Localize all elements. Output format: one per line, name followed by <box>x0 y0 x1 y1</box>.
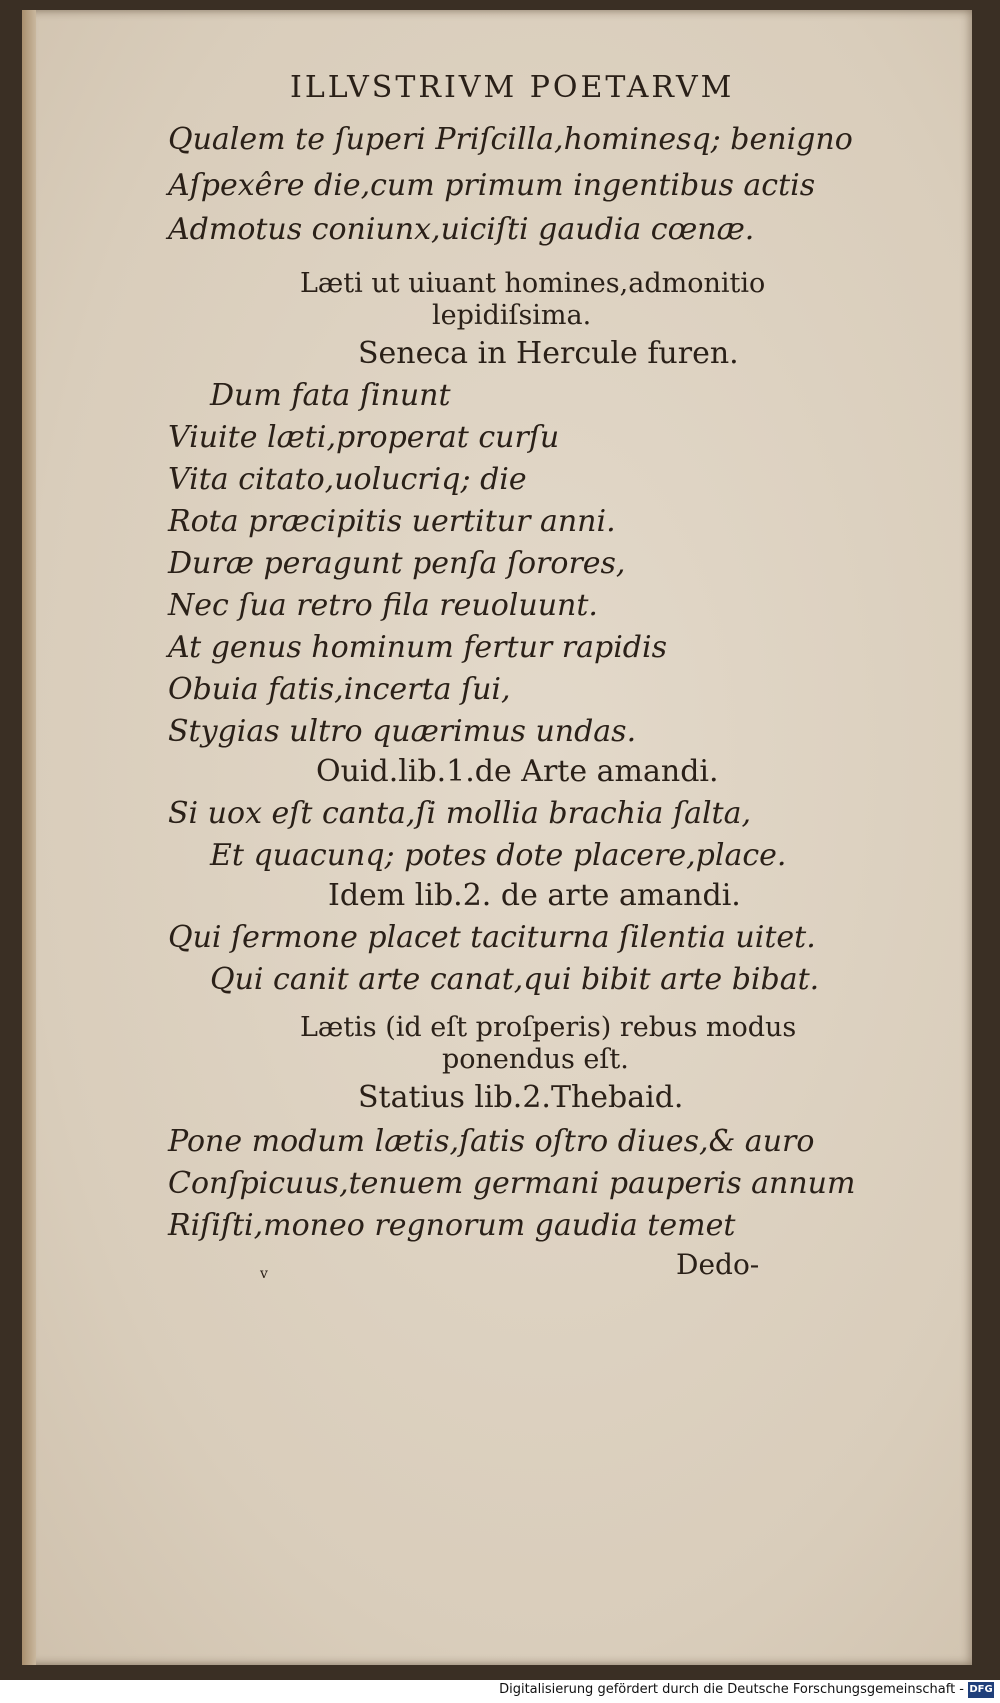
book-page <box>22 10 972 1665</box>
rubric-line: Læti ut uiuant homines,admonitio <box>300 268 766 299</box>
verse-line: Qualem te ſuperi Priſcilla,hominesq; benigno <box>168 122 853 157</box>
verse-line: Duræ peragunt penſa ſorores, <box>168 546 626 581</box>
rubric-line: lepidiſsima. <box>432 300 592 331</box>
verse-line: Aſpexêre die,cum primum ingentibus actis <box>168 168 816 203</box>
verse-line: Stygias ultro quærimus undas. <box>168 714 637 749</box>
funding-credit: Digitalisierung gefördert durch die Deutsche Forschungsgemeinschaft - <box>499 1682 964 1697</box>
page-gutter-edge <box>22 10 36 1665</box>
verse-line: Admotus coniunx,uiciſti gaudia cœnæ. <box>168 212 755 247</box>
verse-line: Si uox eſt canta,ſi mollia brachia ſalta, <box>168 796 752 831</box>
verse-line: At genus hominum fertur rapidis <box>168 630 667 665</box>
verse-line: Rota præcipitis uertitur anni. <box>168 504 616 539</box>
signature-mark: v <box>260 1266 268 1282</box>
rubric-line: ponendus eſt. <box>442 1044 629 1075</box>
source-heading: Seneca in Hercule furen. <box>358 336 739 371</box>
source-heading: Ouid.lib.1.de Arte amandi. <box>316 754 719 789</box>
source-heading: Statius lib.2.Thebaid. <box>358 1080 684 1115</box>
verse-line: Riſiſti,moneo regnorum gaudia temet <box>168 1208 736 1243</box>
footer-bar <box>0 1680 1000 1703</box>
rubric-line: Lætis (id eſt proſperis) rebus modus <box>300 1012 797 1043</box>
verse-line: Dum fata ſinunt <box>210 378 451 413</box>
verse-line: Pone modum lætis,ſatis oſtro diues,& auro <box>168 1124 815 1159</box>
verse-line: Conſpicuus,tenuem germani pauperis annum <box>168 1166 856 1201</box>
verse-line: Nec ſua retro fila reuoluunt. <box>168 588 598 623</box>
source-heading: Idem lib.2. de arte amandi. <box>328 878 741 913</box>
verse-line: Viuite læti,properat curſu <box>168 420 560 455</box>
dfg-logo-icon: DFG <box>968 1682 994 1698</box>
catchword: Dedo- <box>676 1248 760 1281</box>
verse-line: Qui ſermone placet taciturna ſilentia uitet. <box>168 920 816 955</box>
verse-line: Vita citato,uolucriq; die <box>168 462 527 497</box>
verse-line: Qui canit arte canat,qui bibit arte bibat. <box>210 962 820 997</box>
running-header: ILLVSTRIVM POETARVM <box>290 70 735 105</box>
verse-line: Et quacunq; potes dote placere,place. <box>210 838 787 873</box>
verse-line: Obuia fatis,incerta ſui, <box>168 672 511 707</box>
